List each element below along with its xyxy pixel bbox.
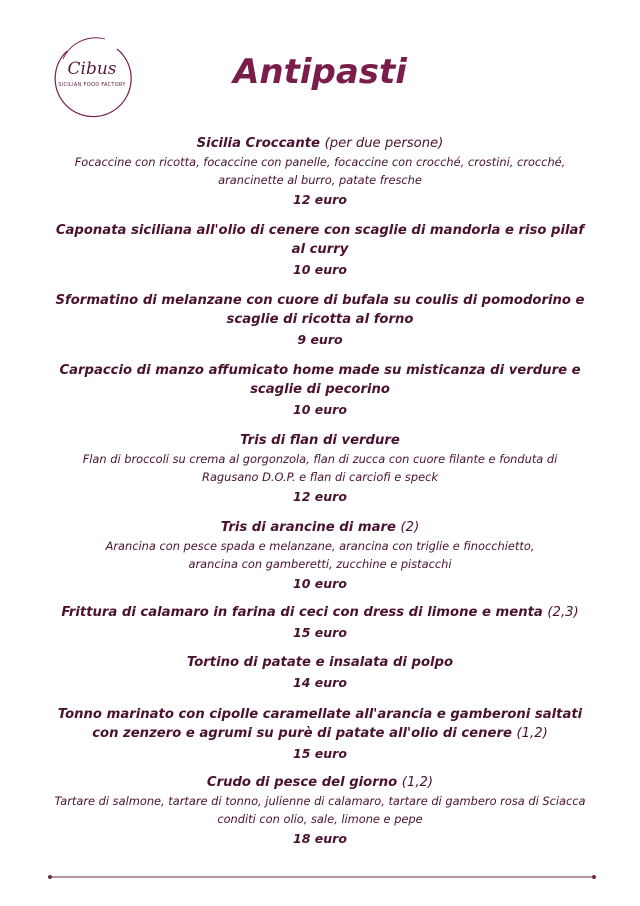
item-price: 12 euro [293,192,347,207]
item-name-line: scaglie di ricotta al forno [226,312,414,327]
menu-item [30,518,610,603]
item-name: Tris di flan di verdure [240,433,400,448]
footer-divider [47,868,597,870]
menu-item [30,431,610,518]
item-name-line: con zenzero e agrumi su purè di patate all'olio di cenere (1,2) [92,726,548,741]
item-price: 15 euro [293,746,347,761]
item-name: Sicilia Croccante (per due persone) [196,136,444,151]
menu-item [30,773,610,849]
menu-item [30,134,610,211]
item-name-line: Caponata siciliana all'olio di cenere con scaglie di mandorla e riso pilaf [55,223,585,238]
item-name-line: Sformatino di melanzane con cuore di bufala su coulis di pomodorino e [55,293,585,308]
item-price: 12 euro [293,489,347,504]
item-description-line: Ragusano D.O.P. e flan di carciofi e speck [202,470,438,484]
menu-item [30,653,610,705]
item-price: 18 euro [293,831,347,846]
item-name: Tortino di patate e insalata di polpo [186,655,454,670]
item-description-line: arancina con gamberetti, zucchine e pistacchi [188,557,452,571]
logo-subtitle: SICILIAN FOOD FACTORY [58,82,126,88]
item-name-line: al curry [291,242,349,257]
item-price: 15 euro [293,625,347,640]
item-price: 10 euro [293,576,347,591]
item-price: 14 euro [293,675,347,690]
item-name: Crudo di pesce del giorno (1,2) [206,775,434,790]
divider-line-icon [47,875,597,883]
item-name: Tris di arancine di mare (2) [220,520,420,535]
item-price: 10 euro [293,402,347,417]
item-description-line: Focaccine con ricotta, focaccine con panelle, focaccine con crocché, crostini, crocché, [74,155,566,169]
item-description-line: Arancina con pesce spada e melanzane, arancina con triglie e finocchietto, [105,539,535,553]
item-name: Frittura di calamaro in farina di ceci con dress di limone e menta (2,3) [61,605,579,620]
item-note: (1,2) [401,775,434,790]
item-name-line: Tonno marinato con cipolle caramellate all'arancia e gamberoni saltati [57,707,583,722]
menu-item [30,291,610,361]
menu-item [30,705,610,773]
menu-item [30,221,610,291]
logo-script-text: Cibus [67,59,117,79]
item-description-line: conditi con olio, sale, limone e pepe [217,812,423,826]
item-price: 9 euro [297,332,343,347]
menu-item [30,603,610,653]
page-title: Antipasti [233,52,407,92]
item-note: (per due persone) [324,136,444,151]
item-note: (2,3) [547,605,579,620]
item-name-line: Carpaccio di manzo affumicato home made su misticanza di verdure e [59,363,581,378]
item-note: (1,2) [516,726,548,741]
item-note: (2) [400,520,420,535]
item-description-line: Tartare di salmone, tartare di tonno, julienne di calamaro, tartare di gambero rosa di Sciacca [54,794,586,808]
menu-item [30,361,610,431]
item-description-line: arancinette al burro, patate fresche [218,173,422,187]
item-name-line: scaglie di pecorino [250,382,390,397]
item-description-line: Flan di broccoli su crema al gorgonzola, flan di zucca con cuore filante e fonduta di [82,452,558,466]
menu-list [30,134,610,849]
item-price: 10 euro [293,262,347,277]
